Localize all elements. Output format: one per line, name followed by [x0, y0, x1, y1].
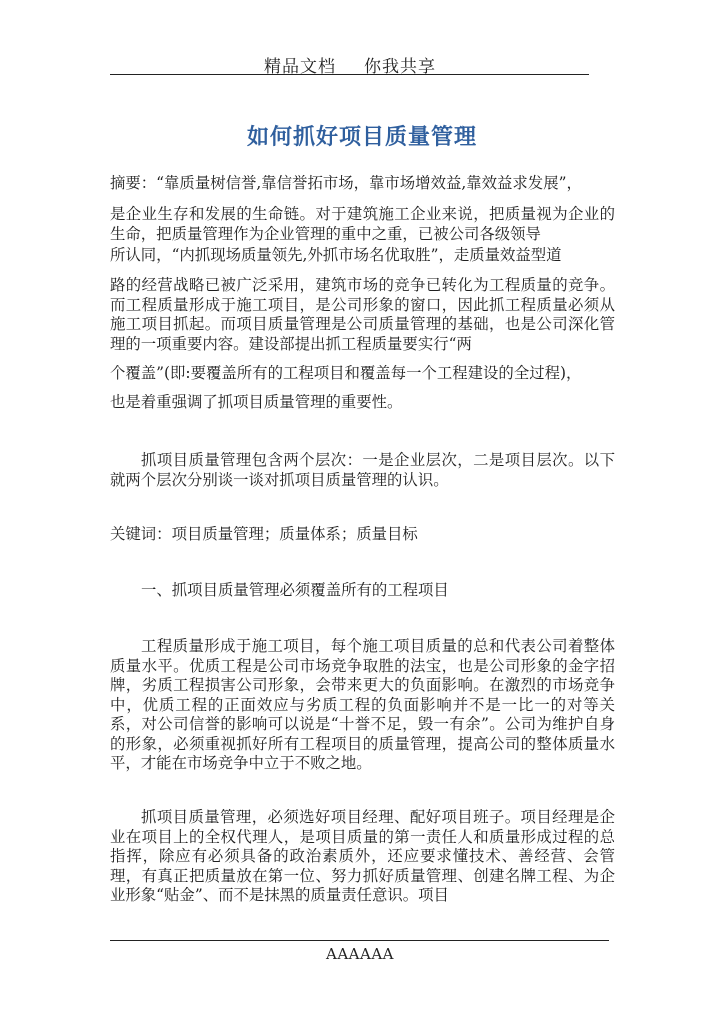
header-divider	[110, 74, 589, 75]
header-right-text: 你我共享	[364, 57, 436, 77]
abstract-line-3: 所认同，“内抓现场质量领先,外抓市场名优取胜”，走质量效益型道	[110, 246, 562, 264]
body-paragraph-2: 抓项目质量管理，必须选好项目经理、配好项目班子。项目经理是企业在项目上的全权代理人，是项目质量的第一责任人和质量形成过程的总指挥，除应有必须具备的政治素质外，还应要求懂技术、善经营、会管理，有真正把质量放在第一位、努力抓好质量管理、创建名牌工程、为企业形象“贴金”、而不是抹黑的质量责任意识。项目	[110, 808, 615, 904]
body-paragraph-1: 工程质量形成于施工项目，每个施工项目质量的总和代表公司着整体质量水平。优质工程是公司市场竞争取胜的法宝，也是公司形象的金字招牌，劣质工程损害公司形象，会带来更大的负面影响。在激烈的市场竞争中，优质工程的正面效应与劣质工程的负面影响并不是一比一的对等关系，对公司信誉的影响可以说是“十誉不足，毁一有余”。公司为维护自身的形象，必须重视抓好所有工程项目的质量管理，提高公司的整体质量水平，才能在市场竞争中立于不败之地。	[110, 637, 615, 772]
abstract-paragraph-4: 路的经营战略已被广泛采用，建筑市场的竞争已转化为工程质量的竞争。而工程质量形成于施工项目，是公司形象的窗口，因此抓工程质量必须从施工项目抓起。而项目质量管理是公司质量管理的基础，也是公司深化管理的一项重要内容。建设部提出抓工程质量要实行“两	[110, 276, 615, 353]
page-footer: AAAAAA	[326, 945, 394, 963]
section-heading-1: 一、抓项目质量管理必须覆盖所有的工程项目	[141, 581, 449, 599]
footer-divider	[110, 940, 609, 941]
abstract-paragraph-2: 是企业生存和发展的生命链。对于建筑施工企业来说，把质量视为企业的生命，把质量管理作为企业管理的重中之重，已被公司各级领导	[110, 205, 615, 243]
abstract-line-1: 摘要：“靠质量树信誉,靠信誉拓市场，靠市场增效益,靠效益求发展”，	[110, 174, 582, 192]
abstract-line-6: 也是着重强调了抓项目质量管理的重要性。	[110, 393, 403, 411]
keywords-line: 关键词：项目质量管理；质量体系；质量目标	[110, 525, 418, 543]
levels-paragraph: 抓项目质量管理包含两个层次：一是企业层次，二是项目层次。以下就两个层次分别谈一谈对抓项目质量管理的认识。	[110, 451, 615, 489]
abstract-line-5: 个覆盖”(即:要覆盖所有的工程项目和覆盖每一个工程建设的全过程)，	[110, 364, 582, 382]
document-title: 如何抓好项目质量管理	[246, 124, 477, 150]
header-left-text: 精品文档	[264, 57, 336, 77]
